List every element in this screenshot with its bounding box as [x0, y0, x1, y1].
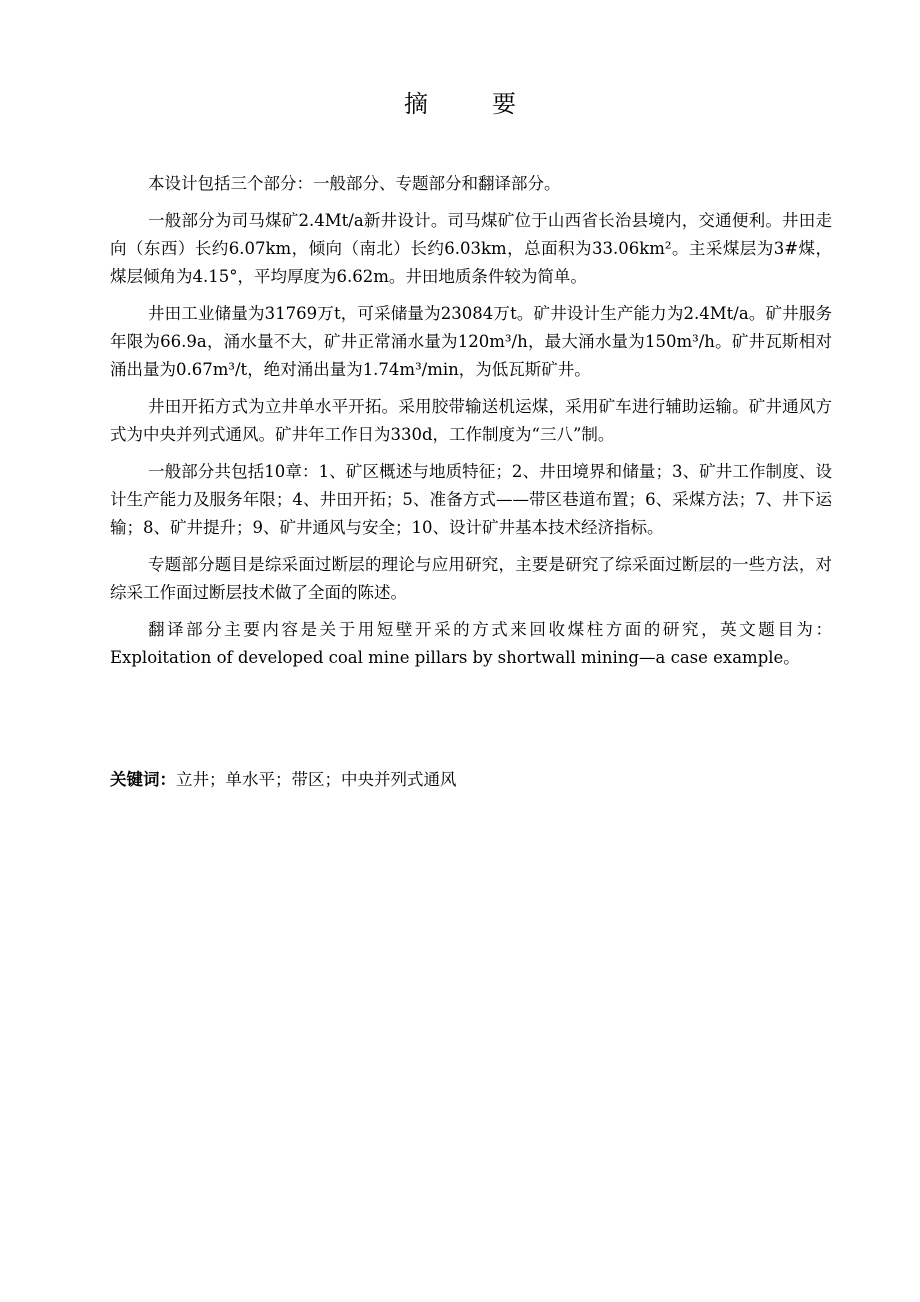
paragraph-7: 翻译部分主要内容是关于用短壁开采的方式来回收煤柱方面的研究，英文题目为：Exploitation of developed coal mine pillars by shortwall mining—a case example。 [110, 620, 832, 667]
paragraph-1: 本设计包括三个部分：一般部分、专题部分和翻译部分。 [148, 174, 561, 193]
paragraph-3: 井田工业储量为31769万t，可采储量为23084万t。矿井设计生产能力为2.4Mt/a。矿井服务年限为66.9a，涌水量不大，矿井正常涌水量为120m³/h，最大涌水量为150m³/h。矿井瓦斯相对涌出量为0.67m³/t，绝对涌出量为1.74m³/min，为低瓦斯矿井。 [110, 304, 832, 379]
paragraph-5: 一般部分共包括10章：1、矿区概述与地质特征；2、井田境界和储量；3、矿井工作制度、设计生产能力及服务年限；4、井田开拓；5、准备方式——带区巷道布置；6、采煤方法；7、井下运输；8、矿井提升；9、矿井通风与安全；10、设计矿井基本技术经济指标。 [110, 462, 832, 537]
paragraph-4: 井田开拓方式为立井单水平开拓。采用胶带输送机运煤，采用矿车进行辅助运输。矿井通风方式为中央并列式通风。矿井年工作日为330d，工作制度为“三八”制。 [110, 397, 832, 444]
keywords-line [110, 766, 832, 794]
keywords-value: 立井；单水平；带区；中央并列式通风 [176, 770, 457, 789]
abstract-body [110, 170, 832, 672]
paragraph-6: 专题部分题目是综采面过断层的理论与应用研究，主要是研究了综采面过断层的一些方法，对综采工作面过断层技术做了全面的陈述。 [110, 555, 832, 602]
keywords-label: 关键词： [110, 770, 176, 789]
paragraph-2: 一般部分为司马煤矿2.4Mt/a新井设计。司马煤矿位于山西省长治县境内，交通便利。井田走向（东西）长约6.07km，倾向（南北）长约6.03km，总面积为33.06km²。主采煤层为3#煤，煤层倾角为4.15°，平均厚度为6.62m。井田地质条件较为简单。 [110, 211, 832, 286]
page-title: 摘 要 [404, 90, 536, 118]
